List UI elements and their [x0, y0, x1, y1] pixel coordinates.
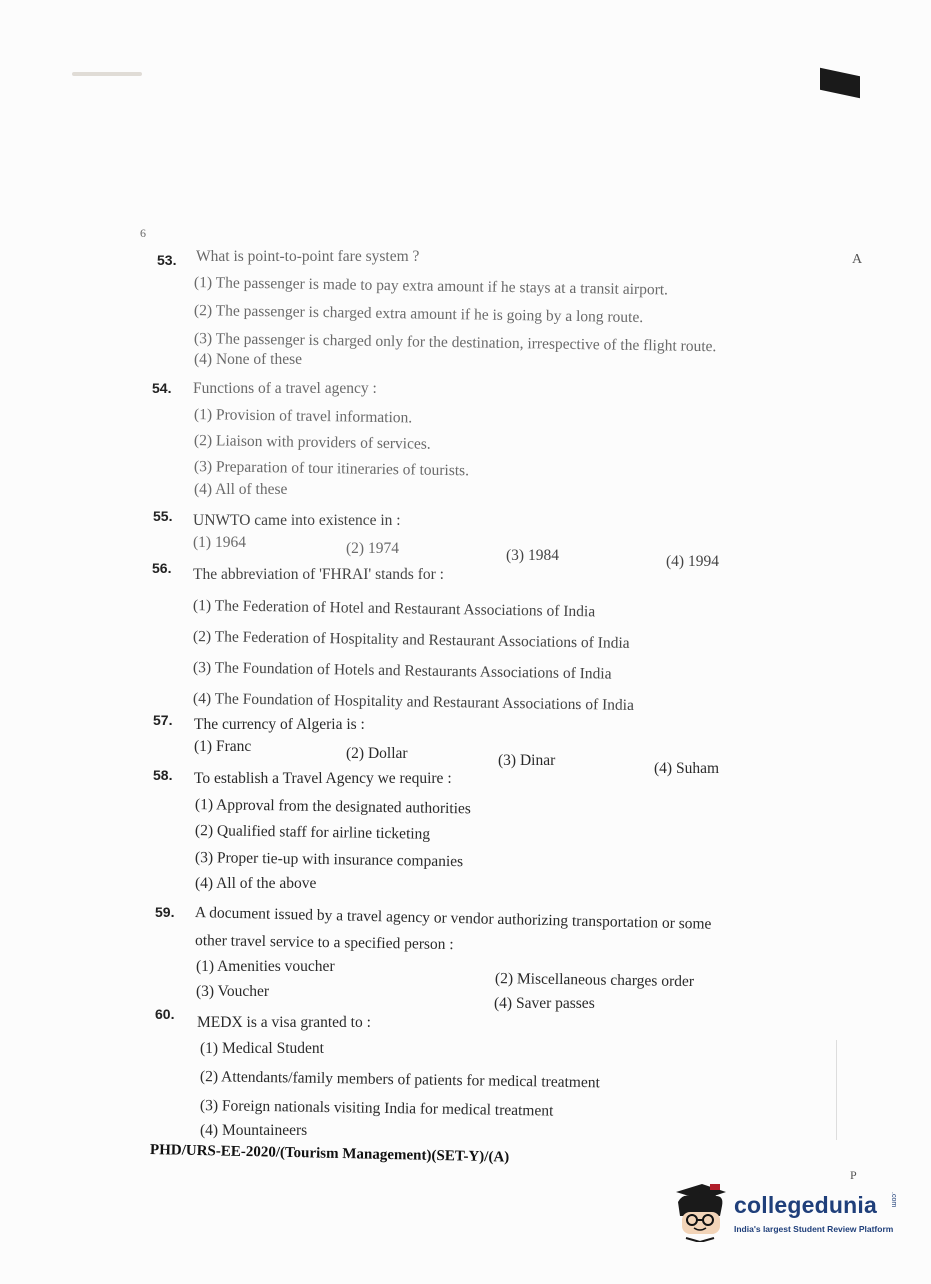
question-text: To establish a Travel Agency we require :	[194, 770, 452, 787]
collegedunia-logo	[672, 1180, 912, 1250]
side-mark-bottom: P	[850, 1168, 857, 1182]
option: (3) Foreign nationals visiting India for medical treatment	[199, 1097, 554, 1120]
option: (3) Dinar	[498, 752, 556, 769]
option: (4) The Foundation of Hospitality and Restaurant Associations of India	[192, 690, 635, 714]
option: (1) Approval from the designated authorities	[194, 796, 472, 818]
option: (1) Amenities voucher	[196, 958, 335, 975]
option: (1) The Federation of Hotel and Restaurant Associations of India	[192, 597, 596, 621]
option: (3) Proper tie-up with insurance companies	[194, 849, 464, 871]
question-text: The abbreviation of 'FHRAI' stands for :	[193, 566, 444, 583]
page-edge-line	[836, 1040, 837, 1140]
option: (2) 1974	[346, 540, 399, 557]
option: (1) The passenger is made to pay extra amount if he stays at a transit airport.	[193, 274, 669, 299]
option: (3) Preparation of tour itineraries of tourists.	[193, 458, 470, 480]
question-text: A document issued by a travel agency or vendor authorizing transportation or some	[194, 904, 712, 933]
question-number: 55.	[153, 508, 173, 524]
option: (2) The passenger is charged extra amount if he is going by a long route.	[193, 302, 644, 327]
option: (3) 1984	[506, 547, 559, 564]
option: (4) Saver passes	[494, 995, 595, 1012]
question-number: 54.	[152, 380, 172, 396]
option: (1) 1964	[193, 534, 246, 551]
option: (2) Liaison with providers of services.	[193, 432, 431, 453]
option: (4) 1994	[666, 553, 719, 570]
question-number: 57.	[153, 712, 173, 728]
page-number: 6	[140, 226, 146, 240]
option: (1) Provision of travel information.	[193, 406, 413, 427]
option: (2) Dollar	[346, 745, 408, 762]
corner-scan-mark	[820, 68, 860, 99]
option: (1) Franc	[194, 738, 252, 755]
question-number: 58.	[153, 767, 173, 783]
brand-dotcom: .com	[890, 1192, 897, 1208]
question-number: 59.	[155, 904, 175, 920]
question-text: What is point-to-point fare system ?	[196, 248, 420, 265]
side-mark-top: A	[852, 252, 863, 267]
option: (3) The Foundation of Hotels and Restaurants Associations of India	[192, 659, 612, 683]
option: (2) Attendants/family members of patients for medical treatment	[199, 1068, 600, 1092]
brand-name: collegedunia	[734, 1192, 877, 1218]
question-number: 60.	[155, 1006, 175, 1022]
question-number: 56.	[152, 560, 172, 576]
option: (4) None of these	[194, 351, 303, 368]
option: (1) Medical Student	[200, 1040, 324, 1057]
question-number: 53.	[157, 252, 177, 268]
option: (2) Qualified staff for airline ticketing	[194, 822, 431, 843]
option: (4) Suham	[654, 760, 720, 777]
option: (2) Miscellaneous charges order	[494, 970, 695, 991]
question-text: UNWTO came into existence in :	[193, 512, 401, 529]
option: (2) The Federation of Hospitality and Restaurant Associations of India	[192, 628, 630, 652]
brand-tagline: India's largest Student Review Platform	[734, 1224, 894, 1234]
option: (4) All of these	[194, 481, 288, 498]
option: (4) All of the above	[195, 875, 317, 892]
question-text-continued: other travel service to a specified person :	[194, 932, 454, 954]
paper-code: PHD/URS-EE-2020/(Tourism Management)(SET-Y)/(A)	[149, 1142, 510, 1166]
option: (4) Mountaineers	[200, 1122, 308, 1139]
page-smudge	[72, 72, 142, 76]
option: (3) The passenger is charged only for the destination, irrespective of the flight route.	[193, 330, 717, 356]
student-mascot-icon	[672, 1180, 728, 1242]
question-text: The currency of Algeria is :	[194, 716, 365, 733]
option: (3) Voucher	[196, 983, 270, 1000]
question-text: Functions of a travel agency :	[193, 380, 377, 397]
question-text: MEDX is a visa granted to :	[197, 1014, 371, 1031]
